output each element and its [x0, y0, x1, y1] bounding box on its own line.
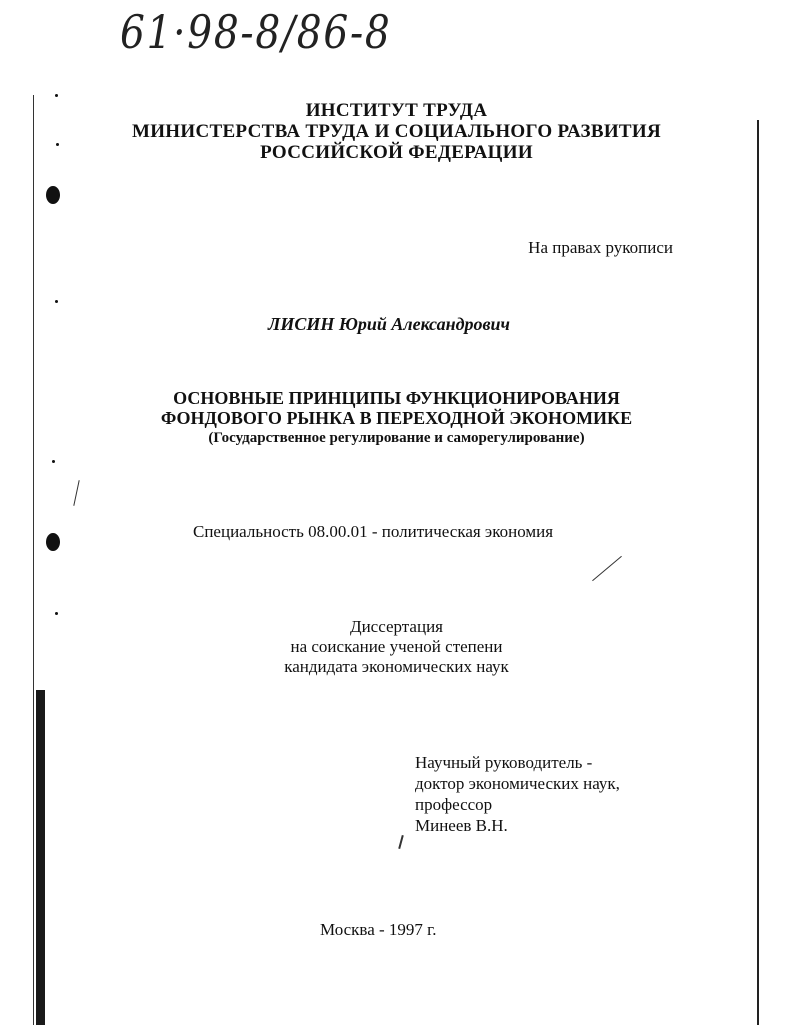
degree-line: кандидата экономических наук	[284, 657, 509, 676]
author-name: ЛИСИН Юрий Александрович	[268, 314, 511, 334]
title-line: ОСНОВНЫЕ ПРИНЦИПЫ ФУНКЦИОНИРОВАНИЯ	[173, 388, 620, 408]
advisor-line: профессор	[415, 795, 493, 814]
institution-line: РОССИЙСКОЙ ФЕДЕРАЦИИ	[260, 142, 533, 163]
manuscript-rights-note: На правах рукописи	[528, 238, 673, 257]
dissertation-subtitle: (Государственное регулирование и саморегулирование)	[208, 430, 585, 446]
pen-stroke	[398, 835, 404, 849]
advisor-line: доктор экономических наук,	[415, 774, 620, 793]
speck	[52, 460, 55, 463]
punch-hole-mark	[46, 533, 60, 551]
speck	[55, 612, 58, 615]
specialty-line: Специальность 08.00.01 - политическая экономия	[193, 522, 554, 541]
right-edge-line	[757, 120, 759, 1025]
binding-shadow	[36, 690, 45, 1025]
advisor-line: Научный руководитель -	[415, 753, 593, 772]
punch-hole-mark	[46, 186, 60, 204]
city-year: Москва - 1997 г.	[320, 920, 437, 939]
advisor-block	[415, 752, 620, 836]
advisor-line: Минеев В.Н.	[415, 816, 508, 835]
dissertation-title	[0, 388, 793, 428]
speck	[55, 94, 58, 97]
archive-code: 61·98-8/86-8	[120, 5, 392, 59]
degree-block	[0, 617, 793, 677]
binding-edge-line	[33, 95, 34, 1025]
degree-line: Диссертация	[349, 617, 443, 636]
title-line: ФОНДОВОГО РЫНКА В ПЕРЕХОДНОЙ ЭКОНОМИКЕ	[160, 408, 633, 428]
institution-block	[0, 100, 793, 163]
pen-stroke	[73, 480, 79, 506]
pen-stroke	[592, 556, 622, 581]
degree-line: на соискание ученой степени	[290, 637, 503, 656]
institution-line: ИНСТИТУТ ТРУДА	[305, 100, 488, 121]
speck	[55, 300, 58, 303]
institution-line: МИНИСТЕРСТВА ТРУДА И СОЦИАЛЬНОГО РАЗВИТИЯ	[132, 121, 661, 142]
